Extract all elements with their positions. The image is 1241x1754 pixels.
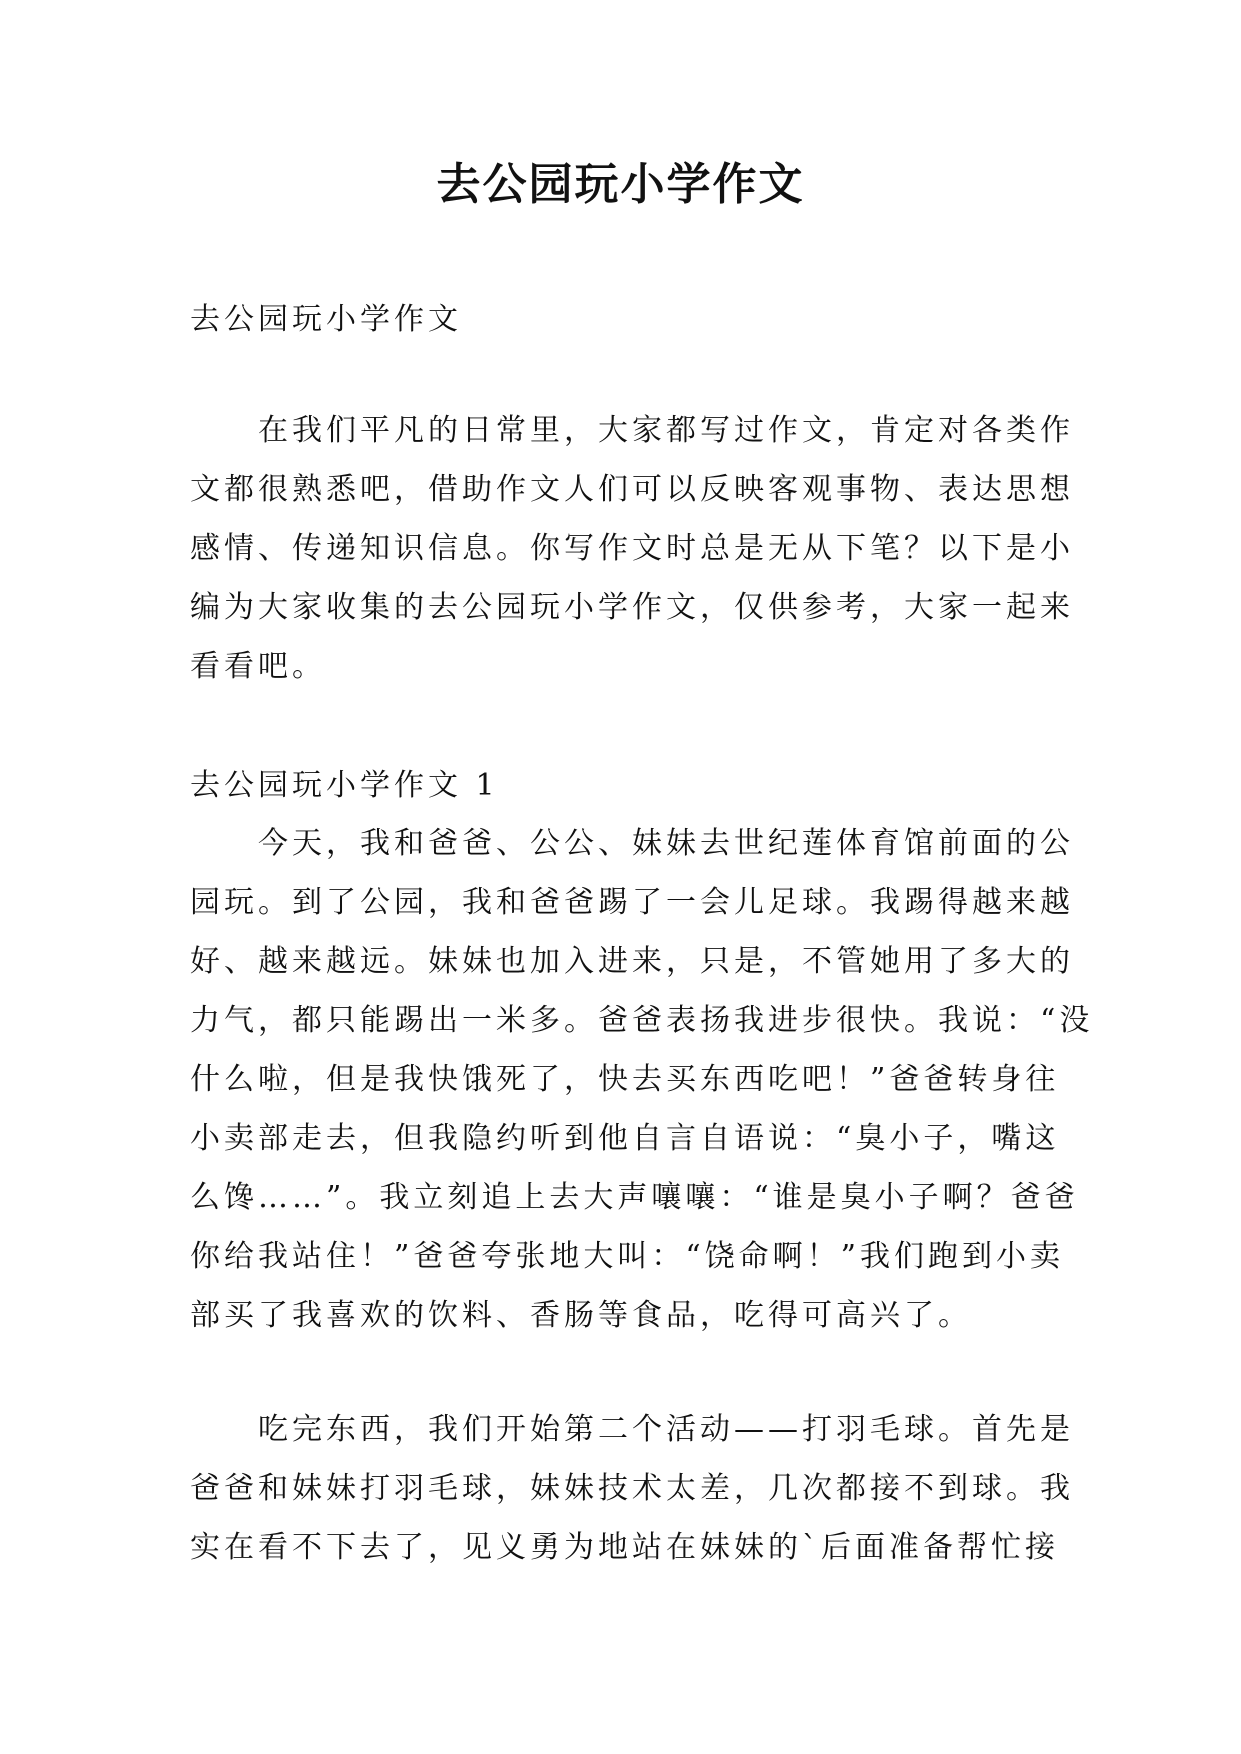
intro-line: 看看吧。 xyxy=(190,649,326,684)
intro-line: 文都很熟悉吧，借助作文人们可以反映客观事物、表达思想 xyxy=(190,472,1074,507)
paragraph-line: 园玩。到了公园，我和爸爸踢了一会儿足球。我踢得越来越 xyxy=(190,885,1074,920)
paragraph-line: 力气，都只能踢出一米多。爸爸表扬我进步很快。我说：“没 xyxy=(190,1003,1094,1038)
intro-line: 感情、传递知识信息。你写作文时总是无从下笔？以下是小 xyxy=(190,531,1074,566)
section-heading-text: 去公园玩小学作文 1 xyxy=(190,768,499,803)
paragraph-line: 部买了我喜欢的饮料、香肠等食品，吃得可高兴了。 xyxy=(190,1298,972,1333)
section-heading xyxy=(190,756,1060,815)
paragraph-line: 好、越来越远。妹妹也加入进来，只是，不管她用了多大的 xyxy=(190,944,1074,979)
paragraph-line: 什么啦，但是我快饿死了，快去买东西吃吧！”爸爸转身往 xyxy=(190,1062,1060,1097)
paragraph-line: 你给我站住！”爸爸夸张地大叫：“饶命啊！”我们跑到小卖 xyxy=(190,1239,1065,1274)
subtitle-text: 去公园玩小学作文 xyxy=(190,302,462,337)
document-title: 去公园玩小学作文 xyxy=(436,159,805,210)
paragraph-line: 爸爸和妹妹打羽毛球，妹妹技术太差，几次都接不到球。我 xyxy=(190,1471,1074,1506)
paragraph-line: 吃完东西，我们开始第二个活动——打羽毛球。首先是 xyxy=(258,1412,1074,1447)
document-subtitle xyxy=(190,290,1060,349)
body-paragraph-2 xyxy=(190,1400,1074,1577)
paragraph-line: 小卖部走去，但我隐约听到他自言自语说：“臭小子，嘴这 xyxy=(190,1121,1060,1156)
body-paragraph-1 xyxy=(190,814,1094,1345)
intro-line: 编为大家收集的去公园玩小学作文，仅供参考，大家一起来 xyxy=(190,590,1074,625)
intro-paragraph xyxy=(190,401,1074,696)
paragraph-line: 么馋……”。我立刻追上去大声嚷嚷：“谁是臭小子啊？爸爸 xyxy=(190,1180,1079,1215)
intro-line: 在我们平凡的日常里，大家都写过作文，肯定对各类作 xyxy=(258,413,1074,448)
paragraph-line: 今天，我和爸爸、公公、妹妹去世纪莲体育馆前面的公 xyxy=(258,826,1074,861)
paragraph-line: 实在看不下去了，见义勇为地站在妹妹的`后面准备帮忙接 xyxy=(190,1530,1059,1565)
